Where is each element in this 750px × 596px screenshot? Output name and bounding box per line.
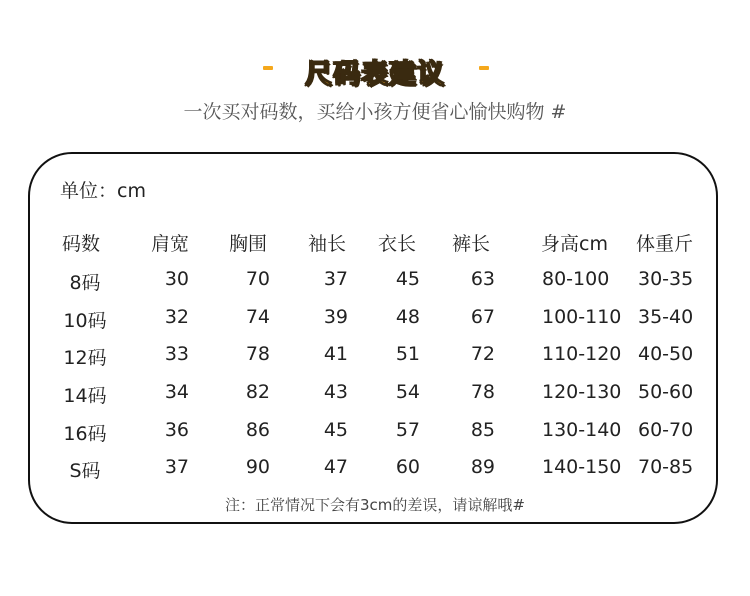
cell-top-length: 54 [395,381,420,403]
cell-sleeve: 39 [323,306,348,328]
cell-height: 80-100 [542,268,610,290]
page-subtitle: 一次买对码数，买给小孩方便省心愉快购物 # [183,101,567,123]
cell-height: 140-150 [542,456,622,478]
cell-pants-length: 63 [470,268,495,290]
header-shoulder: 肩宽 [151,233,190,255]
cell-shoulder: 33 [164,343,189,365]
cell-sleeve: 43 [323,381,348,403]
cell-chest: 74 [245,306,270,328]
cell-pants-length: 78 [470,381,495,403]
cell-size: 14码 [63,385,107,407]
cell-size: 10码 [63,310,107,332]
header-top-length: 衣长 [378,233,417,255]
title-right-dash [479,66,489,70]
cell-shoulder: 30 [164,268,189,290]
cell-chest: 78 [245,343,270,365]
cell-size: 12码 [63,347,107,369]
cell-shoulder: 32 [164,306,189,328]
cell-chest: 82 [245,381,270,403]
cell-top-length: 57 [395,419,420,441]
header-weight: 体重斤 [636,233,694,255]
header-height: 身高cm [541,233,608,255]
footnote: 注：正常情况下会有3cm的差误，请谅解哦# [225,496,525,514]
cell-top-length: 60 [395,456,420,478]
cell-height: 120-130 [542,381,622,403]
cell-weight: 40-50 [638,343,694,365]
cell-size: 8码 [69,272,101,294]
cell-size: 16码 [63,423,107,445]
cell-chest: 90 [245,456,270,478]
cell-shoulder: 36 [164,419,189,441]
cell-top-length: 51 [395,343,420,365]
cell-height: 110-120 [542,343,622,365]
cell-pants-length: 89 [470,456,495,478]
cell-shoulder: 34 [164,381,189,403]
cell-sleeve: 45 [323,419,348,441]
cell-sleeve: 47 [323,456,348,478]
header-chest: 胸围 [229,233,268,255]
cell-weight: 50-60 [638,381,694,403]
cell-sleeve: 37 [323,268,348,290]
cell-size: S码 [69,460,101,482]
cell-pants-length: 67 [470,306,495,328]
cell-weight: 70-85 [638,456,694,478]
cell-sleeve: 41 [323,343,348,365]
cell-height: 100-110 [542,306,622,328]
header-sleeve: 袖长 [308,233,347,255]
header-size: 码数 [62,233,101,255]
cell-top-length: 48 [395,306,420,328]
cell-height: 130-140 [542,419,622,441]
cell-chest: 86 [245,419,270,441]
cell-pants-length: 72 [470,343,495,365]
cell-shoulder: 37 [164,456,189,478]
cell-weight: 30-35 [638,268,694,290]
header-pants-length: 裤长 [452,233,491,255]
cell-weight: 60-70 [638,419,694,441]
page-title: 尺码表建议 [305,59,445,90]
cell-chest: 70 [245,268,270,290]
cell-top-length: 45 [395,268,420,290]
cell-pants-length: 85 [470,419,495,441]
cell-weight: 35-40 [638,306,694,328]
unit-label: 单位：cm [60,180,146,202]
